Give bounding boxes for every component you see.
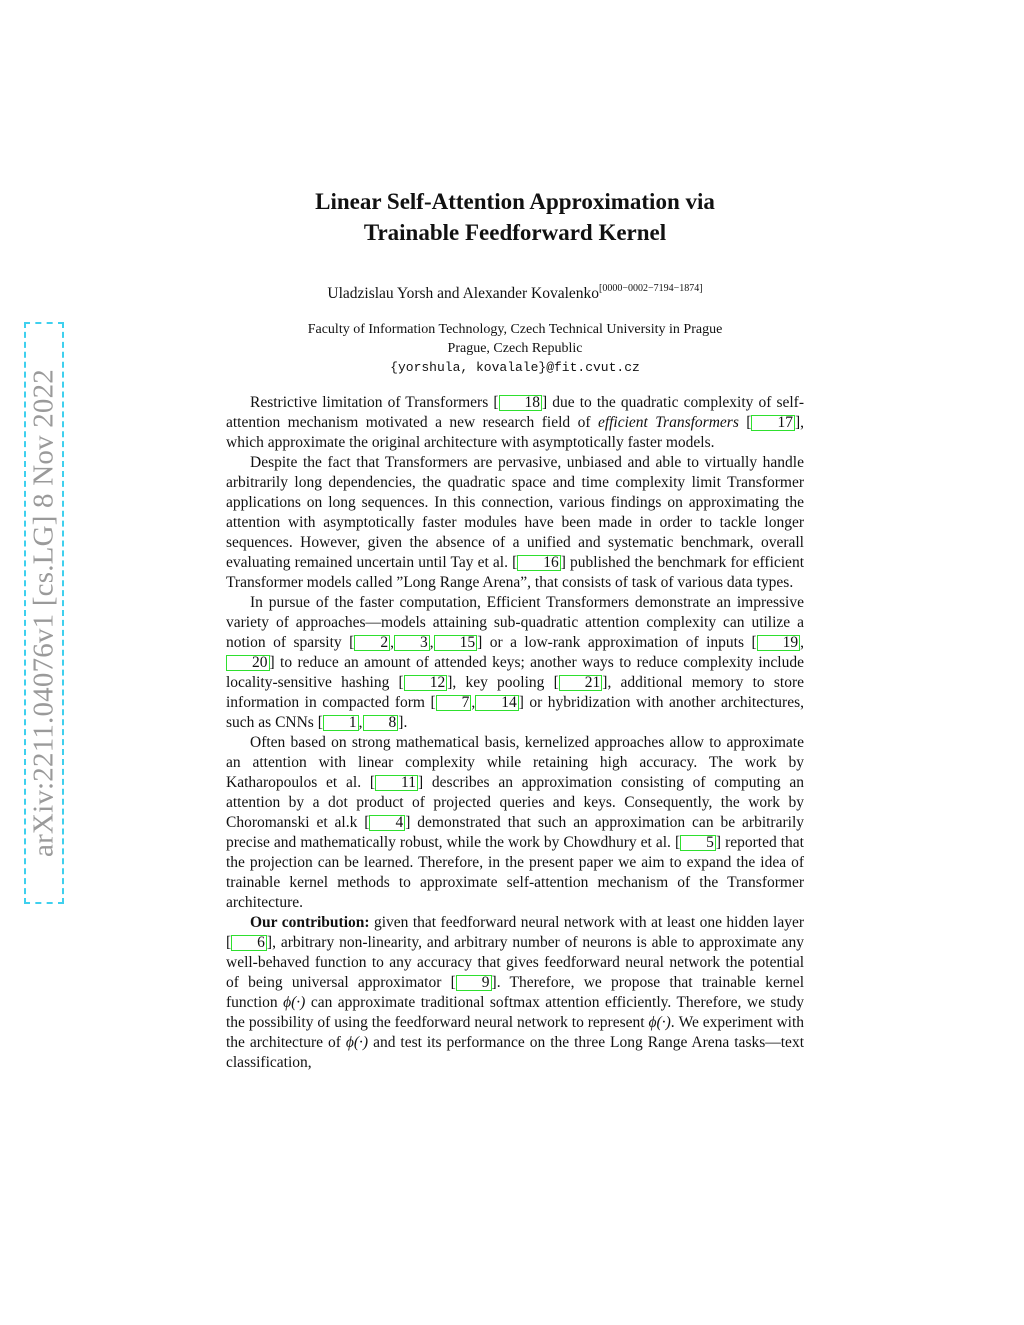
text: Despite the fact that Transformers are pervasive, unbiased and able to virtually handle arbitrarily long dependencies, the quadratic space and time complexity limit Transformer applications on long sequences. In this connection, various findings on approximating the attention with asymptotically faster modules have been made in order to tackle longer sequences. However, given the absence of a unified and systematic benchmark, overall evaluating remained uncertain until Tay et al. xyxy=(226,454,804,571)
text: demonstrated that such an approximation can be arbitrarily precise and mathematically robust, while the work by Chowdhury et al. xyxy=(226,814,804,851)
author-list xyxy=(230,283,800,303)
citation-link[interactable]: 20 xyxy=(226,655,270,671)
citation-link[interactable]: 2 xyxy=(354,635,390,651)
title-line-2: Trainable Feedforward Kernel xyxy=(363,220,667,245)
citation-link[interactable]: 7 xyxy=(436,695,472,711)
text: or hybridization with another architectures, such as CNNs xyxy=(226,694,805,731)
citation-link[interactable]: 9 xyxy=(456,975,492,991)
text: , arbitrary non-linearity, and arbitrary number of neurons is able to approximate any well-behaved function to any accuracy that gives feedforward neural network the potential of being universal approximator xyxy=(226,934,804,991)
citation-link[interactable]: 19 xyxy=(757,635,801,651)
citation-link[interactable]: 1 xyxy=(323,715,359,731)
author-email[interactable]: {yorshula, kovalale}@fit.cvut.cz xyxy=(390,360,640,375)
citation-link[interactable]: 5 xyxy=(680,835,716,851)
contribution-heading: Our contribution: xyxy=(250,914,370,931)
paper-title xyxy=(230,186,800,248)
text: or a low-rank approximation of inputs xyxy=(482,634,752,651)
citation-link[interactable]: 8 xyxy=(363,715,399,731)
text: to reduce an amount of attended keys; another ways to reduce complexity include locality-sensitive hashing xyxy=(226,654,804,691)
math-phi: ϕ(·) xyxy=(345,1034,369,1051)
citation-link[interactable]: 3 xyxy=(394,635,430,651)
text: . Therefore, we propose that trainable kernel function xyxy=(226,974,804,1011)
affiliation-block xyxy=(230,320,800,377)
text: Often based on strong mathematical basis, kernelized approaches allow to approximate an attention with linear complexity while retaining high accuracy. The work by Katharopoulos et al. xyxy=(226,734,804,791)
text: given that feedforward neural network with at least one hidden layer xyxy=(369,914,804,931)
text: and test its performance on the three Long Range Arena tasks—text classification, xyxy=(226,1034,804,1071)
emphasis: efficient Transformers xyxy=(597,414,739,431)
text xyxy=(739,414,746,431)
text: due to the quadratic complexity of self-attention mechanism motivated a new research field of xyxy=(226,394,804,431)
arxiv-stamp xyxy=(24,322,64,904)
paragraph-2: Despite the fact that Transformers are pervasive, unbiased and able to virtually handle arbitrarily long dependencies, the quadratic space and time complexity limit Transformer applications on long sequences. In this connection, various findings on approximating the attention with asymptotically faster modules have been made in order to tackle longer sequences. However, given the absence of a unified and systematic benchmark, overall evaluating remained uncertain until Tay et al. [ 16 ] published the benchmark for efficient Transformer models called ”Long Range Arena”, that consists of task of various data types. xyxy=(226,454,804,591)
text: describes an approximation consisting of computing an attention by a dot product of projected queries and keys. Consequently, the work by Choromanski et al.k xyxy=(226,774,804,831)
paragraph-5: Our contribution: given that feedforward neural network with at least one hidden layer [ 6 ], arbitrary non-linearity, and arbitrary number of neurons is able to approximate any well-behaved function to any accuracy that gives feedforward neural network the potential of being universal approximator [ 9 ]. Therefore, we propose that trainable kernel function ϕ(·) can approximate traditional softmax attention efficiently. Therefore, we study the possibility of using the feedforward neural network to represent ϕ(·). We experiment with the architecture of ϕ(·) and test its performance on the three Long Range Arena tasks—text classification, xyxy=(226,914,804,1071)
citation-link[interactable]: 12 xyxy=(404,675,448,691)
math-phi: ϕ(·) xyxy=(283,994,306,1011)
citation-link[interactable]: 21 xyxy=(559,675,603,691)
text: . We experiment with the architecture of xyxy=(226,1014,804,1051)
citation-link[interactable]: 6 xyxy=(231,935,267,951)
abstract xyxy=(226,393,804,1073)
text: published the benchmark for efficient Transformer models called ”Long Range Arena”, that consists of task of various data types. xyxy=(226,554,804,591)
text: In pursue of the faster computation, Efficient Transformers demonstrate an impressive variety of approaches—models attaining sub-quadratic attention complexity can utilize a notion of sparsity xyxy=(226,594,804,651)
citation-link[interactable]: 4 xyxy=(369,815,405,831)
text: , key pooling xyxy=(452,674,554,691)
paragraph-4: Often based on strong mathematical basis, kernelized approaches allow to approximate an attention with linear complexity while retaining high accuracy. The work by Katharopoulos et al. [ 11 ] describes an approximation consisting of computing an attention by a dot product of projected queries and keys. Consequently, the work by Choromanski et al.k [ 4 ] demonstrated that such an approximation can be arbitrarily precise and mathematically robust, while the work by Chowdhury et al. [ 5 ] reported that the projection can be learned. Therefore, in the present paper we aim to expand the idea of trainable kernel methods to approximate self-attention mechanism of the Transformer architecture. xyxy=(226,734,804,911)
math-phi: ϕ(·) xyxy=(648,1014,671,1031)
arxiv-identifier: arXiv:2211.04076v1 [cs.LG] 8 Nov 2022 xyxy=(27,369,60,857)
text: , which approximate the original architecture with asymptotically faster models. xyxy=(226,414,805,451)
title-line-1: Linear Self-Attention Approximation via xyxy=(315,189,715,214)
affiliation-institution: Faculty of Information Technology, Czech Technical University in Prague xyxy=(307,322,723,337)
citation-link[interactable]: 17 xyxy=(751,415,795,431)
author-names: Uladzislau Yorsh and Alexander Kovalenko xyxy=(327,285,600,302)
citation-link[interactable]: 11 xyxy=(375,775,418,791)
text: Restrictive limitation of Transformers xyxy=(250,394,494,411)
citation-link[interactable]: 16 xyxy=(517,555,561,571)
text: . xyxy=(403,714,408,731)
text: , additional memory to store information in compacted form xyxy=(226,674,805,711)
citation-link[interactable]: 14 xyxy=(475,695,519,711)
citation-link[interactable]: 15 xyxy=(434,635,478,651)
text: reported that the projection can be learned. Therefore, in the present paper we aim to expand the idea of trainable kernel methods to approximate self-attention mechanism of the Transformer architecture. xyxy=(226,834,804,911)
text: can approximate traditional softmax attention efficiently. Therefore, we study the possibility of using the feedforward neural network to represent xyxy=(226,994,804,1031)
affiliation-location: Prague, Czech Republic xyxy=(447,341,583,356)
paragraph-3: In pursue of the faster computation, Efficient Transformers demonstrate an impressive variety of approaches—models attaining sub-quadratic attention complexity can utilize a notion of sparsity [ 2 , 3 , 15 ] or a low-rank approximation of inputs [ 19 ,20 ] to reduce an amount of attended keys; another ways to reduce complexity include locality-sensitive hashing [ 12 ], key pooling [ 21 ], additional memory to store information in compacted form [ 7 , 14 ] or hybridization with another architectures, such as CNNs [ 1 , 8 ]. xyxy=(226,594,805,731)
orcid-link[interactable]: [0000−0002−7194−1874] xyxy=(599,283,703,294)
citation-link[interactable]: 18 xyxy=(499,395,543,411)
paragraph-1: Restrictive limitation of Transformers [ 18 ] due to the quadratic complexity of self-attention mechanism motivated a new research field of efficient Transformers [ 17 ], which approximate the original architecture with asymptotically faster models. xyxy=(226,394,805,451)
